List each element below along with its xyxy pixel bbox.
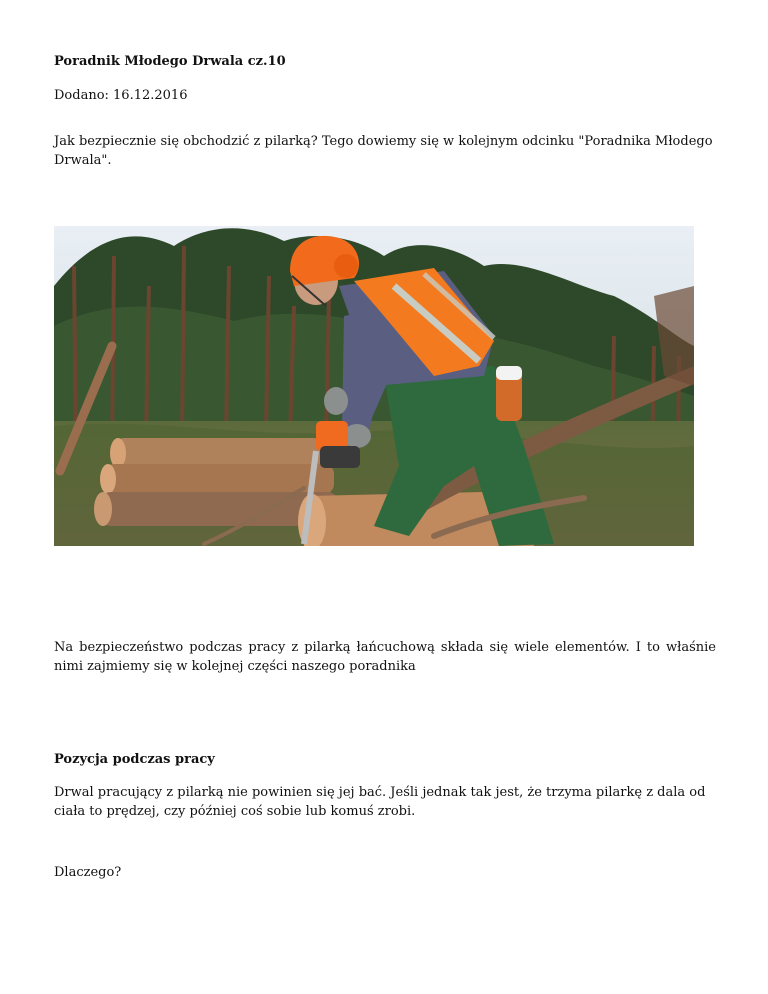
lumberjack-photo <box>54 226 694 546</box>
question-text: Dlaczego? <box>54 865 122 880</box>
intro-paragraph: Jak bezpiecznie się obchodzić z pilarką? Tego dowiemy się w kolejnym odcinku "Poradnika Młodego Drwala". <box>54 134 713 168</box>
section-heading: Pozycja podczas pracy <box>54 752 215 767</box>
safety-paragraph: Na bezpieczeństwo podczas pracy z pilarką łańcuchową składa się wiele elementów. I to właśnie nimi zajmiemy się w kolejnej części naszego poradnika <box>54 640 716 674</box>
article-title: Poradnik Młodego Drwala cz.10 <box>54 54 286 69</box>
publish-date: Dodano: 16.12.2016 <box>54 88 188 103</box>
section-paragraph: Drwal pracujący z pilarką nie powinien się jej bać. Jeśli jednak tak jest, że trzyma pilarkę z dala od ciała to prędzej, czy później coś sobie lub komuś zrobi. <box>54 785 706 819</box>
